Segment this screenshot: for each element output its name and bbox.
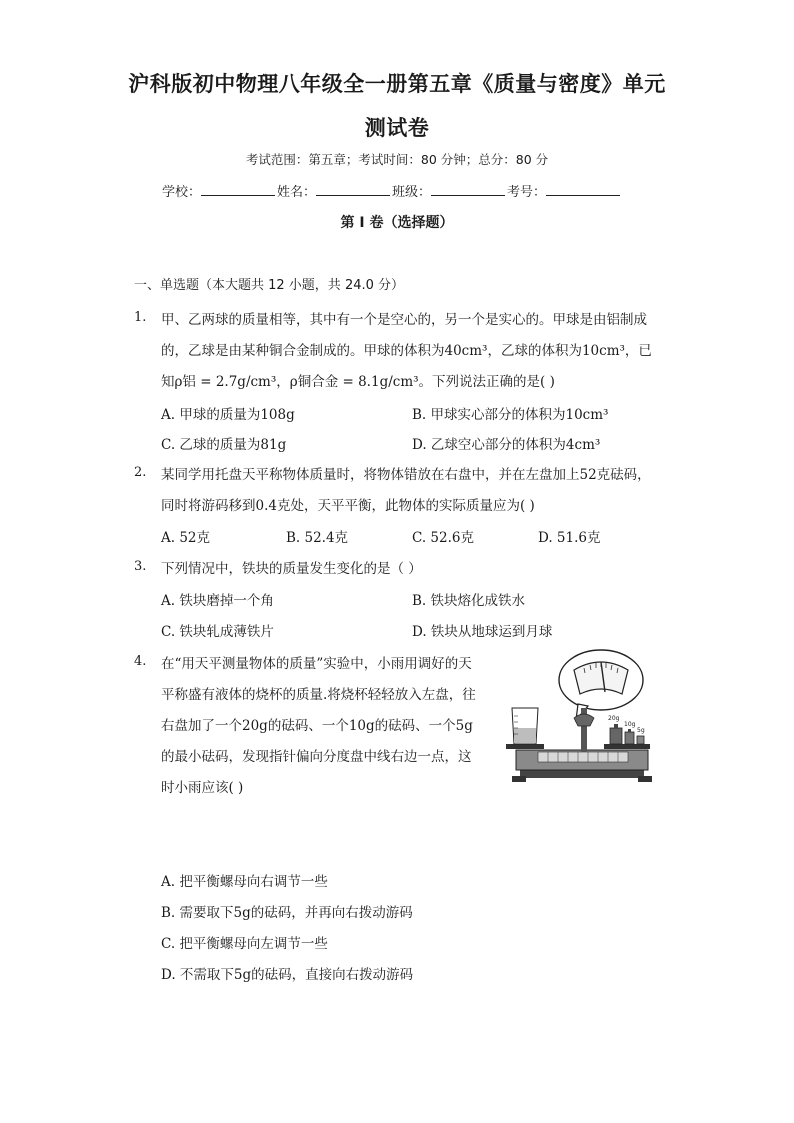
part-heading: 一、单选题（本大题共 12 小题，共 24.0 分） bbox=[134, 278, 405, 293]
question-3-line-1: 下列情况中，铁块的质量发生变化的是（ ） bbox=[161, 561, 422, 577]
question-4-line-3: 右盘加了一个20g的砝码、一个10g的砝码、一个5g bbox=[161, 718, 473, 734]
left-pan-with-beaker bbox=[506, 708, 544, 749]
balance-scale-figure bbox=[498, 648, 658, 788]
section-title: 第 I 卷（选择题） bbox=[340, 215, 454, 231]
question-1-option-d[interactable]: D. 乙球空心部分的体积为4cm³ bbox=[412, 437, 601, 453]
dial-zoom-bubble bbox=[559, 650, 643, 720]
beam-scale bbox=[538, 752, 628, 762]
question-1-option-c[interactable]: C. 乙球的质量为81g bbox=[161, 437, 287, 453]
class-field[interactable] bbox=[431, 183, 505, 196]
question-4-number: 4. bbox=[134, 654, 147, 669]
question-4-line-4: 的最小砝码，发现指针偏向分度盘中线右边一点，这 bbox=[161, 749, 472, 765]
class-label: 班级： bbox=[392, 185, 432, 200]
question-1-option-a[interactable]: A. 甲球的质量为108g bbox=[161, 407, 295, 423]
question-1-option-b[interactable]: B. 甲球实心部分的体积为10cm³ bbox=[412, 407, 609, 423]
question-4-line-5: 时小雨应该( ) bbox=[161, 780, 244, 796]
question-1-line-2: 的，乙球是由某种铜合金制成的。甲球的体积为40cm³，乙球的体积为10cm³，已 bbox=[161, 343, 652, 359]
question-1-line-3: 知ρ铝 = 2.7g/cm³，ρ铜合金 = 8.1g/cm³。下列说法正确的是( ) bbox=[161, 374, 555, 390]
question-4-line-2: 平称盛有液体的烧杯的质量.将烧杯轻轻放入左盘，往 bbox=[161, 687, 476, 703]
number-label: 考号： bbox=[507, 185, 547, 200]
question-1-number: 1. bbox=[134, 310, 147, 325]
name-field[interactable] bbox=[316, 183, 390, 196]
question-2-option-a[interactable]: A. 52克 bbox=[161, 530, 211, 546]
school-field[interactable] bbox=[201, 183, 275, 196]
question-2-number: 2. bbox=[134, 465, 147, 480]
weight-label-10g: 10g bbox=[624, 721, 636, 728]
question-2-option-c[interactable]: C. 52.6克 bbox=[412, 530, 474, 546]
question-4-option-c[interactable]: C. 把平衡螺母向左调节一些 bbox=[161, 936, 328, 952]
student-info-fields bbox=[162, 181, 622, 200]
question-3-option-c[interactable]: C. 铁块轧成薄铁片 bbox=[161, 624, 274, 640]
document-title-line-1: 沪科版初中物理八年级全一册第五章《质量与密度》单元 bbox=[128, 72, 666, 96]
question-4-option-a[interactable]: A. 把平衡螺母向右调节一些 bbox=[161, 874, 328, 890]
question-4-option-d[interactable]: D. 不需取下5g的砝码，直接向右拨动游码 bbox=[161, 967, 414, 983]
question-3-number: 3. bbox=[134, 559, 147, 574]
question-2-line-2: 同时将游码移到0.4克处，天平平衡，此物体的实际质量应为( ) bbox=[161, 498, 535, 514]
question-1-line-1: 甲、乙两球的质量相等，其中有一个是空心的，另一个是实心的。甲球是由铝制成 bbox=[161, 312, 647, 328]
question-4-option-b[interactable]: B. 需要取下5g的砝码，并再向右拨动游码 bbox=[161, 905, 413, 921]
question-3-option-b[interactable]: B. 铁块熔化成铁水 bbox=[412, 593, 526, 609]
name-label: 姓名： bbox=[277, 185, 317, 200]
school-label: 学校： bbox=[162, 185, 202, 200]
question-3-option-d[interactable]: D. 铁块从地球运到月球 bbox=[412, 624, 553, 640]
question-3-option-a[interactable]: A. 铁块磨掉一个角 bbox=[161, 593, 274, 609]
number-field[interactable] bbox=[546, 183, 620, 196]
exam-info: 考试范围：第五章；考试时间：80 分钟；总分：80 分 bbox=[245, 152, 549, 167]
question-2-line-1: 某同学用托盘天平称物体质量时，将物体错放在右盘中，并在左盘加上52克砝码， bbox=[161, 467, 651, 483]
question-2-option-d[interactable]: D. 51.6克 bbox=[538, 530, 601, 546]
question-2-option-b[interactable]: B. 52.4克 bbox=[286, 530, 349, 546]
right-pan-with-weights bbox=[604, 715, 650, 749]
weight-label-20g: 20g bbox=[608, 715, 620, 722]
document-title-line-2: 测试卷 bbox=[364, 116, 430, 140]
question-4-line-1: 在“用天平测量物体的质量”实验中，小雨用调好的天 bbox=[161, 656, 472, 672]
weight-label-5g: 5g bbox=[637, 727, 645, 734]
